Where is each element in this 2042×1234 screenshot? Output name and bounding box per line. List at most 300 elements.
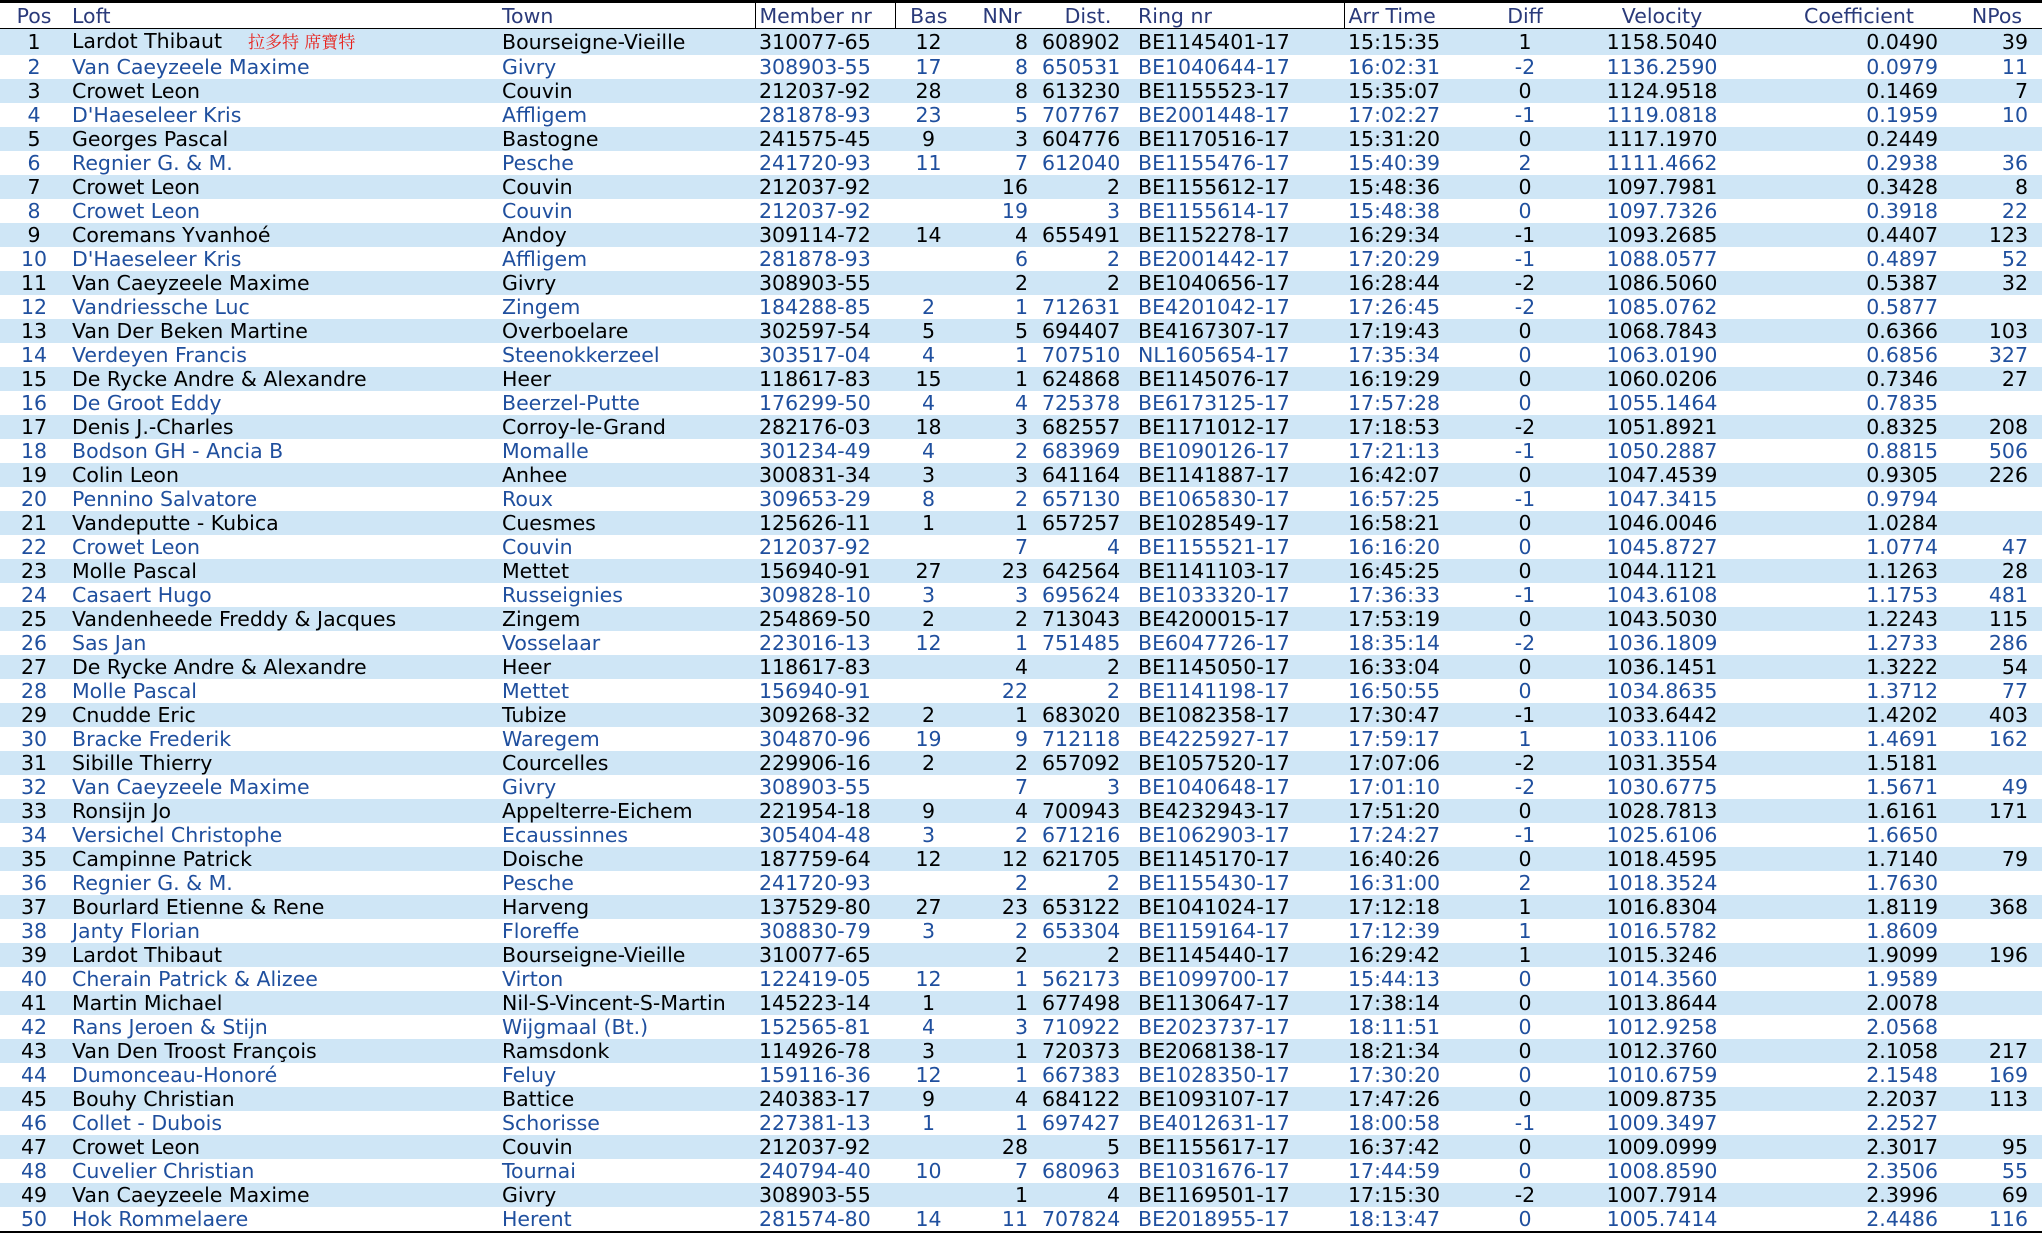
cell-town: Beerzel-Putte	[498, 391, 755, 415]
cell-npos: 47	[1952, 535, 2042, 559]
cell-velocity: 1051.8921	[1558, 415, 1766, 439]
cell-ring-nr: BE1169501-17	[1134, 1183, 1344, 1207]
cell-pos: 22	[0, 535, 68, 559]
cell-ring-nr: BE1031676-17	[1134, 1159, 1344, 1183]
cell-dist: 751485	[1042, 631, 1134, 655]
cell-npos: 32	[1952, 271, 2042, 295]
cell-coefficient: 1.8609	[1766, 919, 1952, 943]
cell-bas: 2	[895, 751, 962, 775]
cell-member-nr: 241720-93	[755, 871, 895, 895]
cell-arr-time: 15:48:38	[1344, 199, 1492, 223]
cell-dist: 642564	[1042, 559, 1134, 583]
cell-member-nr: 282176-03	[755, 415, 895, 439]
cell-arr-time: 17:26:45	[1344, 295, 1492, 319]
cell-loft: Campinne Patrick	[68, 847, 498, 871]
cell-nnr: 2	[962, 871, 1042, 895]
cell-npos: 103	[1952, 319, 2042, 343]
cell-nnr: 8	[962, 55, 1042, 79]
cell-nnr: 1	[962, 1183, 1042, 1207]
cell-town: Nil-S-Vincent-S-Martin	[498, 991, 755, 1015]
cell-town: Bourseigne-Vieille	[498, 943, 755, 967]
cell-town: Anhee	[498, 463, 755, 487]
cell-nnr: 2	[962, 823, 1042, 847]
cell-arr-time: 17:21:13	[1344, 439, 1492, 463]
cell-ring-nr: BE4201042-17	[1134, 295, 1344, 319]
cell-nnr: 3	[962, 415, 1042, 439]
cell-arr-time: 18:11:51	[1344, 1015, 1492, 1039]
cell-pos: 18	[0, 439, 68, 463]
cell-coefficient: 1.5671	[1766, 775, 1952, 799]
cell-nnr: 8	[962, 29, 1042, 56]
cell-arr-time: 16:29:34	[1344, 223, 1492, 247]
cell-town: Doische	[498, 847, 755, 871]
cell-coefficient: 0.9794	[1766, 487, 1952, 511]
cell-velocity: 1036.1809	[1558, 631, 1766, 655]
cell-loft: Molle Pascal	[68, 559, 498, 583]
cell-arr-time: 18:35:14	[1344, 631, 1492, 655]
cell-town: Zingem	[498, 607, 755, 631]
cell-ring-nr: BE1155617-17	[1134, 1135, 1344, 1159]
cell-diff: 2	[1492, 151, 1558, 175]
cell-diff: 0	[1492, 1039, 1558, 1063]
cell-velocity: 1043.6108	[1558, 583, 1766, 607]
cell-loft: Georges Pascal	[68, 127, 498, 151]
cell-ring-nr: BE1159164-17	[1134, 919, 1344, 943]
cell-loft: Hok Rommelaere	[68, 1207, 498, 1231]
cell-velocity: 1010.6759	[1558, 1063, 1766, 1087]
cell-loft: Sas Jan	[68, 631, 498, 655]
cell-ring-nr: BE4200015-17	[1134, 607, 1344, 631]
cell-town: Givry	[498, 1183, 755, 1207]
cell-arr-time: 16:58:21	[1344, 511, 1492, 535]
cell-npos: 39	[1952, 29, 2042, 56]
cell-arr-time: 16:19:29	[1344, 367, 1492, 391]
cell-velocity: 1060.0206	[1558, 367, 1766, 391]
cell-nnr: 5	[962, 319, 1042, 343]
cell-pos: 14	[0, 343, 68, 367]
cell-bas: 3	[895, 919, 962, 943]
cell-velocity: 1050.2887	[1558, 439, 1766, 463]
cell-dist: 683020	[1042, 703, 1134, 727]
col-header-nnr: NNr	[962, 2, 1042, 29]
cell-loft: Lardot Thibaut	[68, 943, 498, 967]
cell-ring-nr: BE1028350-17	[1134, 1063, 1344, 1087]
cell-pos: 30	[0, 727, 68, 751]
cell-bas: 15	[895, 367, 962, 391]
cell-bas: 1	[895, 511, 962, 535]
cell-npos	[1952, 511, 2042, 535]
cell-arr-time: 18:00:58	[1344, 1111, 1492, 1135]
cell-arr-time: 17:12:18	[1344, 895, 1492, 919]
cell-bas	[895, 655, 962, 679]
cell-coefficient: 1.8119	[1766, 895, 1952, 919]
cell-velocity: 1034.8635	[1558, 679, 1766, 703]
cell-dist: 725378	[1042, 391, 1134, 415]
cell-coefficient: 1.6650	[1766, 823, 1952, 847]
cell-town: Momalle	[498, 439, 755, 463]
cell-loft: Ronsijn Jo	[68, 799, 498, 823]
cell-diff: -1	[1492, 223, 1558, 247]
cell-member-nr: 229906-16	[755, 751, 895, 775]
cell-pos: 37	[0, 895, 68, 919]
cell-velocity: 1016.5782	[1558, 919, 1766, 943]
cell-dist: 657092	[1042, 751, 1134, 775]
cell-member-nr: 137529-80	[755, 895, 895, 919]
cell-velocity: 1097.7981	[1558, 175, 1766, 199]
cell-velocity: 1111.4662	[1558, 151, 1766, 175]
cell-nnr: 2	[962, 439, 1042, 463]
cell-coefficient: 1.7630	[1766, 871, 1952, 895]
cell-arr-time: 17:12:39	[1344, 919, 1492, 943]
cell-town: Corroy-le-Grand	[498, 415, 755, 439]
cell-coefficient: 2.2527	[1766, 1111, 1952, 1135]
cell-npos: 327	[1952, 343, 2042, 367]
cell-bas: 1	[895, 1111, 962, 1135]
cell-arr-time: 16:37:42	[1344, 1135, 1492, 1159]
cell-bas: 12	[895, 847, 962, 871]
cell-coefficient: 0.8325	[1766, 415, 1952, 439]
cell-pos: 21	[0, 511, 68, 535]
cell-dist: 667383	[1042, 1063, 1134, 1087]
table-row	[0, 1015, 2042, 1039]
cell-nnr: 7	[962, 535, 1042, 559]
cell-ring-nr: BE1171012-17	[1134, 415, 1344, 439]
cell-arr-time: 15:40:39	[1344, 151, 1492, 175]
cell-velocity: 1028.7813	[1558, 799, 1766, 823]
cell-bas: 9	[895, 1087, 962, 1111]
cell-nnr: 2	[962, 751, 1042, 775]
cell-loft: Cherain Patrick & Alizee	[68, 967, 498, 991]
cell-loft: De Groot Eddy	[68, 391, 498, 415]
cell-nnr: 2	[962, 943, 1042, 967]
cell-loft: Van Der Beken Martine	[68, 319, 498, 343]
table-row	[0, 367, 2042, 391]
cell-arr-time: 15:44:13	[1344, 967, 1492, 991]
table-row	[0, 727, 2042, 751]
cell-arr-time: 17:18:53	[1344, 415, 1492, 439]
table-row	[0, 1207, 2042, 1231]
cell-velocity: 1033.1106	[1558, 727, 1766, 751]
cell-ring-nr: BE4225927-17	[1134, 727, 1344, 751]
cell-loft: Van Caeyzeele Maxime	[68, 1183, 498, 1207]
cell-coefficient: 1.9589	[1766, 967, 1952, 991]
cell-velocity: 1045.8727	[1558, 535, 1766, 559]
table-row	[0, 847, 2042, 871]
cell-member-nr: 305404-48	[755, 823, 895, 847]
cell-pos: 13	[0, 319, 68, 343]
cell-pos: 9	[0, 223, 68, 247]
cell-arr-time: 17:44:59	[1344, 1159, 1492, 1183]
cell-diff: 0	[1492, 607, 1558, 631]
cell-dist: 5	[1042, 1135, 1134, 1159]
cell-arr-time: 17:01:10	[1344, 775, 1492, 799]
cell-diff: -2	[1492, 271, 1558, 295]
cell-member-nr: 308903-55	[755, 271, 895, 295]
cell-ring-nr: BE1040644-17	[1134, 55, 1344, 79]
cell-bas: 27	[895, 559, 962, 583]
cell-bas: 3	[895, 823, 962, 847]
cell-bas: 27	[895, 895, 962, 919]
table-row	[0, 511, 2042, 535]
cell-coefficient: 0.0979	[1766, 55, 1952, 79]
col-header-bas: Bas	[895, 2, 962, 29]
cell-npos: 286	[1952, 631, 2042, 655]
cell-dist: 653122	[1042, 895, 1134, 919]
cell-member-nr: 184288-85	[755, 295, 895, 319]
cell-dist: 680963	[1042, 1159, 1134, 1183]
cell-bas: 14	[895, 223, 962, 247]
cell-nnr: 5	[962, 103, 1042, 127]
cell-pos: 7	[0, 175, 68, 199]
cell-loft: Crowet Leon	[68, 1135, 498, 1159]
cell-town: Steenokkerzeel	[498, 343, 755, 367]
cell-dist: 653304	[1042, 919, 1134, 943]
cell-npos	[1952, 127, 2042, 151]
cell-member-nr: 156940-91	[755, 559, 895, 583]
cell-velocity: 1016.8304	[1558, 895, 1766, 919]
cell-npos	[1952, 295, 2042, 319]
cell-coefficient: 2.2037	[1766, 1087, 1952, 1111]
cell-bas	[895, 775, 962, 799]
cell-bas: 12	[895, 29, 962, 56]
table-row	[0, 487, 2042, 511]
cell-diff: 0	[1492, 655, 1558, 679]
cell-velocity: 1033.6442	[1558, 703, 1766, 727]
cell-town: Heer	[498, 655, 755, 679]
cell-loft: Collet - Dubois	[68, 1111, 498, 1135]
cell-town: Zingem	[498, 295, 755, 319]
cell-velocity: 1012.3760	[1558, 1039, 1766, 1063]
cell-ring-nr: NL1605654-17	[1134, 343, 1344, 367]
cell-ring-nr: BE4167307-17	[1134, 319, 1344, 343]
cell-dist: 657257	[1042, 511, 1134, 535]
cell-ring-nr: BE1155430-17	[1134, 871, 1344, 895]
cell-diff: 0	[1492, 79, 1558, 103]
cell-dist: 2	[1042, 655, 1134, 679]
table-row	[0, 127, 2042, 151]
cell-town: Bourseigne-Vieille	[498, 29, 755, 56]
cell-nnr: 19	[962, 199, 1042, 223]
cell-pos: 2	[0, 55, 68, 79]
cell-nnr: 7	[962, 775, 1042, 799]
cell-member-nr: 212037-92	[755, 79, 895, 103]
cell-diff: 0	[1492, 175, 1558, 199]
cell-loft: Van Caeyzeele Maxime	[68, 775, 498, 799]
cell-arr-time: 16:31:00	[1344, 871, 1492, 895]
table-row	[0, 295, 2042, 319]
cell-diff: -2	[1492, 295, 1558, 319]
cell-velocity: 1044.1121	[1558, 559, 1766, 583]
cell-ring-nr: BE1155521-17	[1134, 535, 1344, 559]
cell-pos: 10	[0, 247, 68, 271]
cell-dist: 2	[1042, 943, 1134, 967]
cell-town: Couvin	[498, 199, 755, 223]
cell-town: Feluy	[498, 1063, 755, 1087]
cell-bas: 4	[895, 343, 962, 367]
cell-npos: 28	[1952, 559, 2042, 583]
cell-dist: 694407	[1042, 319, 1134, 343]
cell-pos: 20	[0, 487, 68, 511]
cell-ring-nr: BE1082358-17	[1134, 703, 1344, 727]
cell-pos: 35	[0, 847, 68, 871]
cell-diff: 1	[1492, 919, 1558, 943]
cell-town: Mettet	[498, 679, 755, 703]
cell-ring-nr: BE1099700-17	[1134, 967, 1344, 991]
cell-town: Pesche	[498, 151, 755, 175]
table-row	[0, 29, 2042, 56]
cell-npos	[1952, 1015, 2042, 1039]
cell-npos: 162	[1952, 727, 2042, 751]
cell-arr-time: 15:15:35	[1344, 29, 1492, 56]
cell-member-nr: 300831-34	[755, 463, 895, 487]
cell-loft: Vandeputte - Kubica	[68, 511, 498, 535]
cell-velocity: 1063.0190	[1558, 343, 1766, 367]
cell-town: Appelterre-Eichem	[498, 799, 755, 823]
cell-velocity: 1014.3560	[1558, 967, 1766, 991]
cell-coefficient: 1.5181	[1766, 751, 1952, 775]
cell-diff: 0	[1492, 991, 1558, 1015]
cell-velocity: 1117.1970	[1558, 127, 1766, 151]
cell-loft: Casaert Hugo	[68, 583, 498, 607]
cell-bas: 8	[895, 487, 962, 511]
cell-pos: 11	[0, 271, 68, 295]
cell-loft: Martin Michael	[68, 991, 498, 1015]
cell-pos: 46	[0, 1111, 68, 1135]
cell-bas: 2	[895, 295, 962, 319]
cell-velocity: 1088.0577	[1558, 247, 1766, 271]
cell-pos: 39	[0, 943, 68, 967]
cell-arr-time: 17:51:20	[1344, 799, 1492, 823]
cell-arr-time: 16:50:55	[1344, 679, 1492, 703]
cell-arr-time: 16:28:44	[1344, 271, 1492, 295]
cell-npos: 506	[1952, 439, 2042, 463]
cell-member-nr: 309828-10	[755, 583, 895, 607]
cell-nnr: 2	[962, 919, 1042, 943]
cell-pos: 48	[0, 1159, 68, 1183]
cell-npos: 208	[1952, 415, 2042, 439]
cell-dist: 697427	[1042, 1111, 1134, 1135]
cell-diff: -1	[1492, 823, 1558, 847]
cell-member-nr: 159116-36	[755, 1063, 895, 1087]
cell-diff: 0	[1492, 367, 1558, 391]
cell-velocity: 1009.3497	[1558, 1111, 1766, 1135]
cell-diff: 1	[1492, 727, 1558, 751]
cell-velocity: 1018.4595	[1558, 847, 1766, 871]
cell-diff: -2	[1492, 631, 1558, 655]
cell-velocity: 1093.2685	[1558, 223, 1766, 247]
cell-ring-nr: BE1065830-17	[1134, 487, 1344, 511]
cell-coefficient: 0.1469	[1766, 79, 1952, 103]
cell-diff: 0	[1492, 1015, 1558, 1039]
cell-member-nr: 212037-92	[755, 175, 895, 199]
cell-member-nr: 227381-13	[755, 1111, 895, 1135]
cell-member-nr: 309653-29	[755, 487, 895, 511]
cell-bas: 4	[895, 391, 962, 415]
cell-pos: 27	[0, 655, 68, 679]
cell-npos: 403	[1952, 703, 2042, 727]
cell-arr-time: 17:30:20	[1344, 1063, 1492, 1087]
cell-velocity: 1009.0999	[1558, 1135, 1766, 1159]
cell-bas: 3	[895, 463, 962, 487]
cell-ring-nr: BE1145050-17	[1134, 655, 1344, 679]
cell-coefficient: 1.3222	[1766, 655, 1952, 679]
cell-bas: 12	[895, 967, 962, 991]
cell-nnr: 7	[962, 151, 1042, 175]
cell-dist: 2	[1042, 247, 1134, 271]
cell-diff: 2	[1492, 871, 1558, 895]
cell-loft: Vandriessche Luc	[68, 295, 498, 319]
cell-dist: 2	[1042, 175, 1134, 199]
cell-bas	[895, 247, 962, 271]
table-row	[0, 343, 2042, 367]
cell-member-nr: 240794-40	[755, 1159, 895, 1183]
cell-dist: 612040	[1042, 151, 1134, 175]
cell-bas	[895, 1183, 962, 1207]
cell-town: Cuesmes	[498, 511, 755, 535]
cell-town: Tournai	[498, 1159, 755, 1183]
cell-town: Schorisse	[498, 1111, 755, 1135]
cell-pos: 36	[0, 871, 68, 895]
cell-npos: 79	[1952, 847, 2042, 871]
cell-ring-nr: BE1093107-17	[1134, 1087, 1344, 1111]
cell-coefficient: 2.0078	[1766, 991, 1952, 1015]
cell-pos: 16	[0, 391, 68, 415]
cell-member-nr: 302597-54	[755, 319, 895, 343]
cell-npos	[1952, 919, 2042, 943]
cell-loft	[68, 29, 498, 56]
cell-arr-time: 16:57:25	[1344, 487, 1492, 511]
cell-nnr: 7	[962, 1159, 1042, 1183]
cell-arr-time: 17:19:43	[1344, 319, 1492, 343]
cell-town: Tubize	[498, 703, 755, 727]
cell-loft: D'Haeseleer Kris	[68, 103, 498, 127]
cell-loft: Bodson GH - Ancia B	[68, 439, 498, 463]
cell-npos: 113	[1952, 1087, 2042, 1111]
col-header-member-nr: Member nr	[755, 2, 895, 29]
cell-npos	[1952, 967, 2042, 991]
cell-arr-time: 17:07:06	[1344, 751, 1492, 775]
cell-npos	[1952, 823, 2042, 847]
cell-loft: Verdeyen Francis	[68, 343, 498, 367]
cell-nnr: 3	[962, 127, 1042, 151]
cell-ring-nr: BE1155614-17	[1134, 199, 1344, 223]
cell-ring-nr: BE2001442-17	[1134, 247, 1344, 271]
cell-dist: 562173	[1042, 967, 1134, 991]
loft-name: Lardot Thibaut	[72, 29, 222, 53]
cell-coefficient: 1.2243	[1766, 607, 1952, 631]
cell-npos: 116	[1952, 1207, 2042, 1231]
cell-arr-time: 17:35:34	[1344, 343, 1492, 367]
cell-bas	[895, 535, 962, 559]
cell-loft: Van Caeyzeele Maxime	[68, 55, 498, 79]
cell-pos: 3	[0, 79, 68, 103]
cell-member-nr: 303517-04	[755, 343, 895, 367]
cell-loft: Cuvelier Christian	[68, 1159, 498, 1183]
cell-bas: 3	[895, 583, 962, 607]
cell-dist: 710922	[1042, 1015, 1134, 1039]
table-row	[0, 1087, 2042, 1111]
cell-npos	[1952, 871, 2042, 895]
cell-nnr: 2	[962, 271, 1042, 295]
cell-member-nr: 240383-17	[755, 1087, 895, 1111]
cell-bas: 14	[895, 1207, 962, 1231]
cell-velocity: 1047.3415	[1558, 487, 1766, 511]
col-header-ring-nr: Ring nr	[1134, 2, 1344, 29]
cell-velocity: 1008.8590	[1558, 1159, 1766, 1183]
cell-member-nr: 187759-64	[755, 847, 895, 871]
cell-member-nr: 221954-18	[755, 799, 895, 823]
cell-diff: 0	[1492, 511, 1558, 535]
